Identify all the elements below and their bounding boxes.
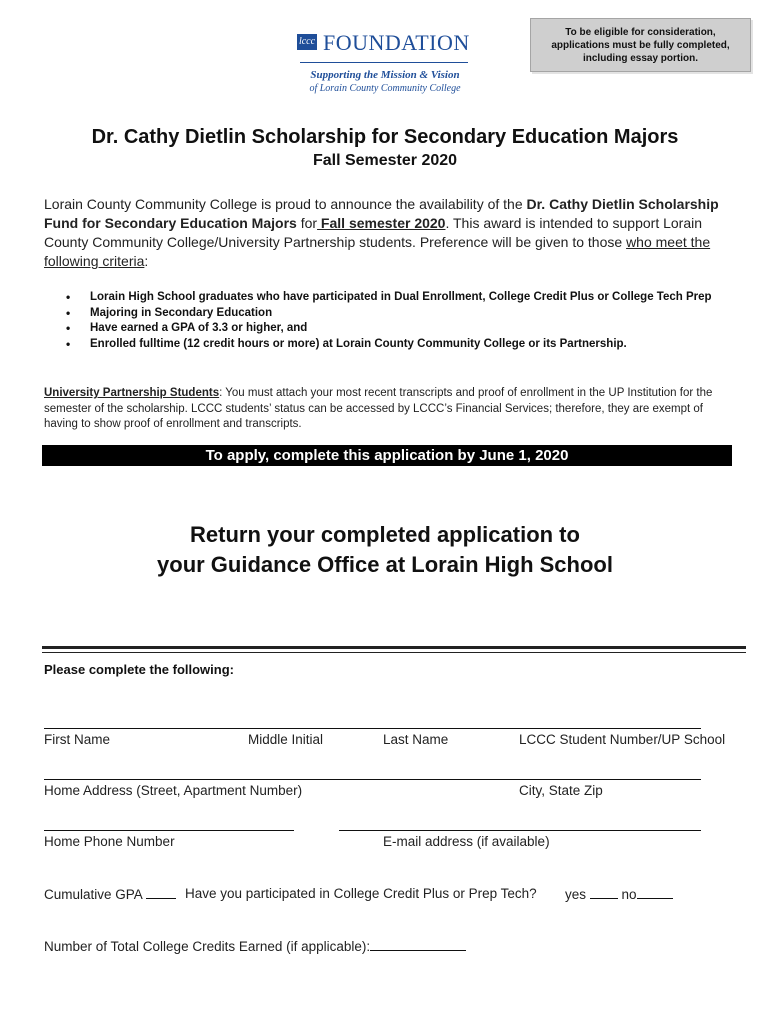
gpa-row: [44, 886, 176, 902]
apply-deadline-banner: To apply, complete this application by June 1, 2020: [42, 445, 732, 466]
notice-line-3: including essay portion.: [582, 53, 698, 64]
notice-line-1: To be eligible for consideration,: [565, 27, 716, 38]
criteria-item: • Majoring in Secondary Education: [44, 306, 734, 322]
address-fill-line[interactable]: [44, 779, 701, 780]
eligibility-notice: [530, 18, 751, 72]
intro-text-4: :: [144, 253, 149, 269]
gpa-blank[interactable]: [146, 886, 176, 899]
ccp-answer-row: [565, 886, 673, 902]
gpa-label: Cumulative GPA: [44, 887, 143, 902]
home-address-label: Home Address (Street, Apartment Number): [44, 783, 303, 798]
no-label: no: [621, 887, 637, 902]
return-line-2: your Guidance Office at Lorain High School: [157, 552, 613, 577]
intro-text-3: . This award is intended to support Lorain County Community College/University Partnership students. Preference will be given to those: [44, 215, 703, 250]
logo-tagline: Supporting the Mission & Vision: [310, 69, 460, 81]
city-state-zip-label: City, State Zip: [519, 783, 603, 798]
name-fill-line[interactable]: [44, 728, 701, 729]
return-line-1: Return your completed application to: [190, 522, 580, 547]
logo-tagline-college: of Lorain County Community College: [309, 83, 461, 94]
ccp-question: Have you participated in College Credit Plus or Prep Tech?: [185, 886, 537, 901]
credits-blank[interactable]: [370, 938, 466, 951]
lccc-logo-mark: lccc: [297, 34, 317, 50]
email-fill-line[interactable]: [339, 830, 701, 831]
yes-blank[interactable]: [590, 886, 618, 899]
foundation-wordmark: FOUNDATION: [323, 30, 470, 55]
intro-paragraph: [44, 195, 734, 271]
no-blank[interactable]: [637, 886, 673, 899]
semester-highlight: Fall semester 2020: [317, 215, 446, 231]
first-name-label: First Name: [44, 732, 111, 747]
logo-divider: [300, 62, 468, 63]
section-divider-thin: [42, 652, 746, 653]
return-instructions: [0, 520, 770, 580]
partnership-text: : You must attach your most recent transcripts and proof of enrollment in the UP Institution for the semester of the scholarship. LCCC students’ status can be accessed by LCCC’s Financial Services; therefore, they are exempt of having to show proof of enrollment and transcripts.: [44, 387, 713, 430]
section-divider-thick: [42, 646, 746, 649]
fund-name: Dr. Cathy Dietlin Scholarship Fund for Secondary Education Majors: [44, 196, 719, 231]
criteria-list: [44, 290, 734, 352]
criteria-item: • Have earned a GPA of 3.3 or higher, and: [44, 321, 734, 337]
last-name-label: Last Name: [383, 732, 449, 747]
page-subtitle: Fall Semester 2020: [312, 152, 458, 169]
student-number-label: LCCC Student Number/UP School: [519, 732, 726, 747]
credits-row: [44, 938, 466, 954]
criteria-phrase: who meet the following criteria: [44, 234, 711, 269]
notice-line-2: applications must be fully completed,: [551, 40, 730, 51]
intro-text-2: for: [296, 215, 318, 231]
partnership-label: University Partnership Students: [44, 387, 220, 399]
credits-label: Number of Total College Credits Earned (if applicable):: [44, 939, 371, 954]
partnership-note: [44, 386, 734, 433]
home-phone-label: Home Phone Number: [44, 834, 175, 849]
criteria-item: • Enrolled fulltime (12 credit hours or more) at Lorain County Community College or its Partnership.: [44, 337, 734, 353]
middle-initial-label: Middle Initial: [248, 732, 324, 747]
page-title: Dr. Cathy Dietlin Scholarship for Secondary Education Majors: [91, 126, 679, 148]
form-intro: Please complete the following:: [44, 662, 234, 677]
phone-fill-line[interactable]: [44, 830, 294, 831]
intro-text-1: Lorain County Community College is proud to announce the availability of the: [44, 196, 527, 212]
yes-label: yes: [565, 887, 587, 902]
email-label: E-mail address (if available): [383, 834, 550, 849]
criteria-item: • Lorain High School graduates who have participated in Dual Enrollment, College Credit Plus or College Tech Prep: [44, 290, 734, 306]
